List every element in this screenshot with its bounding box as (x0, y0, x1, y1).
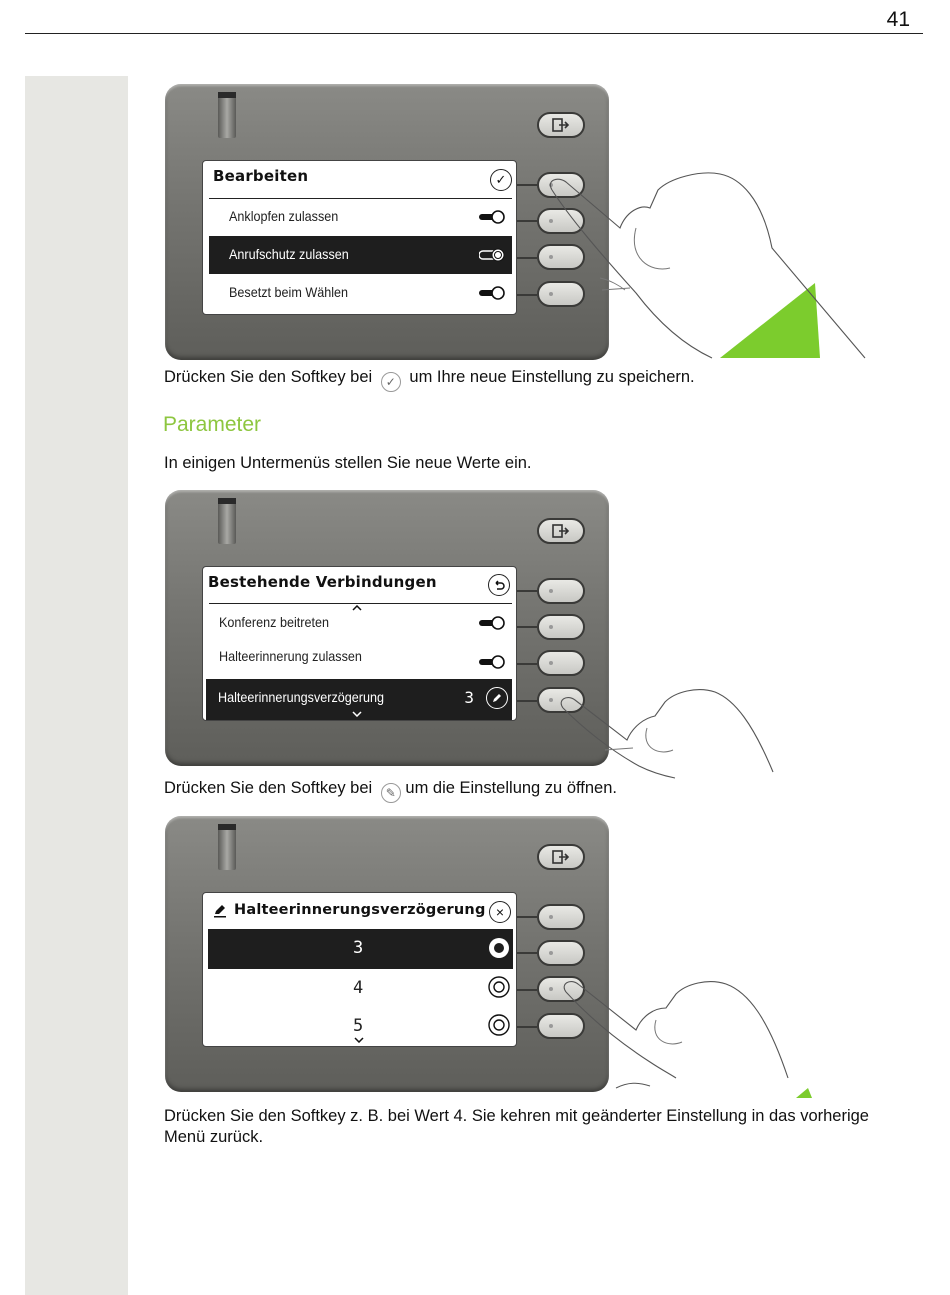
radio-icon (488, 976, 510, 998)
chevron-down-icon[interactable] (354, 1037, 364, 1043)
side-bar (25, 76, 128, 1295)
led-indicator (218, 824, 236, 870)
led-indicator (218, 498, 236, 544)
softkey-connector (515, 700, 537, 702)
softkey-2[interactable] (537, 940, 585, 966)
softkey-1[interactable] (537, 904, 585, 930)
row-label: Anrufschutz zulassen (229, 246, 349, 262)
close-icon[interactable]: × (489, 901, 511, 923)
screen-title: Bestehende Verbindungen (208, 573, 437, 591)
menu-row[interactable] (209, 198, 512, 236)
toggle-icon (479, 248, 505, 262)
menu-row[interactable] (209, 605, 512, 641)
row-label: Konferenz beitreten (219, 614, 329, 630)
leave-icon (552, 118, 570, 132)
title-divider (209, 603, 512, 604)
phone-screen (202, 160, 517, 315)
option-value: 3 (353, 938, 364, 958)
screen-title: Bearbeiten (213, 167, 309, 185)
leave-button[interactable] (537, 518, 585, 544)
softkey-connector (515, 952, 537, 954)
toggle-icon (479, 616, 505, 630)
toggle-icon (479, 655, 505, 669)
row-value: 3 (464, 688, 474, 707)
phone-illustration-3 (165, 816, 609, 1092)
softkey-3[interactable] (537, 650, 585, 676)
hand-pointer (540, 168, 870, 358)
option-value: 4 (353, 978, 364, 998)
softkey-connector (515, 916, 537, 918)
radio-icon (488, 937, 510, 959)
pencil-icon[interactable] (486, 687, 508, 709)
caption-text: um Ihre neue Einstellung zu speichern. (409, 368, 695, 386)
leave-button[interactable] (537, 112, 585, 138)
row-label: Halteerinnerungsverzögerung (218, 689, 385, 705)
row-label: Besetzt beim Wählen (229, 284, 349, 300)
option-row[interactable] (208, 1007, 513, 1046)
phone-screen (202, 892, 517, 1047)
hand-pointer (555, 688, 785, 778)
softkey-connector (515, 663, 537, 665)
caption-text: Drücken Sie den Softkey bei (164, 779, 373, 797)
pencil-icon (213, 904, 227, 918)
radio-icon (488, 1014, 510, 1036)
back-icon[interactable] (488, 574, 510, 596)
page-number: 41 (886, 8, 910, 31)
caption-3 (164, 1106, 934, 1148)
softkey-connector (515, 989, 537, 991)
screen-title: Halteerinnerungsverzögerung (234, 902, 486, 918)
caption-text: um die Einstellung zu öffnen. (405, 779, 617, 797)
caption-text: Drücken Sie den Softkey bei (164, 368, 373, 386)
pencil-icon: ✎ (381, 783, 401, 803)
header-rule (25, 33, 923, 34)
caption-line: Menü zurück. (164, 1128, 264, 1146)
section-heading: Parameter (163, 413, 262, 436)
led-indicator (218, 92, 236, 138)
check-icon[interactable]: ✓ (490, 169, 512, 191)
softkey-1[interactable] (537, 578, 585, 604)
phone-screen (202, 566, 517, 721)
softkey-connector (515, 1026, 537, 1028)
caption-line: Drücken Sie den Softkey z. B. bei Wert 4. Sie kehren mit geänderter Einstellung in das vorherige (164, 1107, 869, 1125)
leave-icon (552, 850, 570, 864)
softkey-connector (515, 220, 537, 222)
option-value: 5 (353, 1016, 364, 1036)
leave-icon (552, 524, 570, 538)
toggle-icon (479, 210, 505, 224)
menu-row-selected[interactable] (209, 236, 512, 274)
check-icon: ✓ (381, 372, 401, 392)
intro-text: In einigen Untermenüs stellen Sie neue Werte ein. (164, 454, 532, 472)
menu-row-selected[interactable] (206, 679, 512, 720)
softkey-connector (515, 590, 537, 592)
option-row-selected[interactable] (208, 929, 513, 969)
phone-illustration-2 (165, 490, 609, 766)
row-label: Anklopfen zulassen (229, 208, 339, 224)
toggle-icon (479, 286, 505, 300)
softkey-connector (515, 626, 537, 628)
hand-pointer (558, 978, 818, 1098)
row-label: Halteerinnerung zulassen (219, 648, 362, 664)
softkey-connector (515, 184, 537, 186)
menu-row[interactable] (209, 641, 512, 677)
softkey-2[interactable] (537, 614, 585, 640)
caption-1 (164, 367, 695, 392)
menu-row[interactable] (209, 274, 512, 312)
softkey-connector (515, 257, 537, 259)
caption-2 (164, 778, 617, 803)
leave-button[interactable] (537, 844, 585, 870)
chevron-down-icon[interactable] (352, 711, 362, 717)
softkey-connector (515, 294, 537, 296)
option-row[interactable] (208, 969, 513, 1007)
